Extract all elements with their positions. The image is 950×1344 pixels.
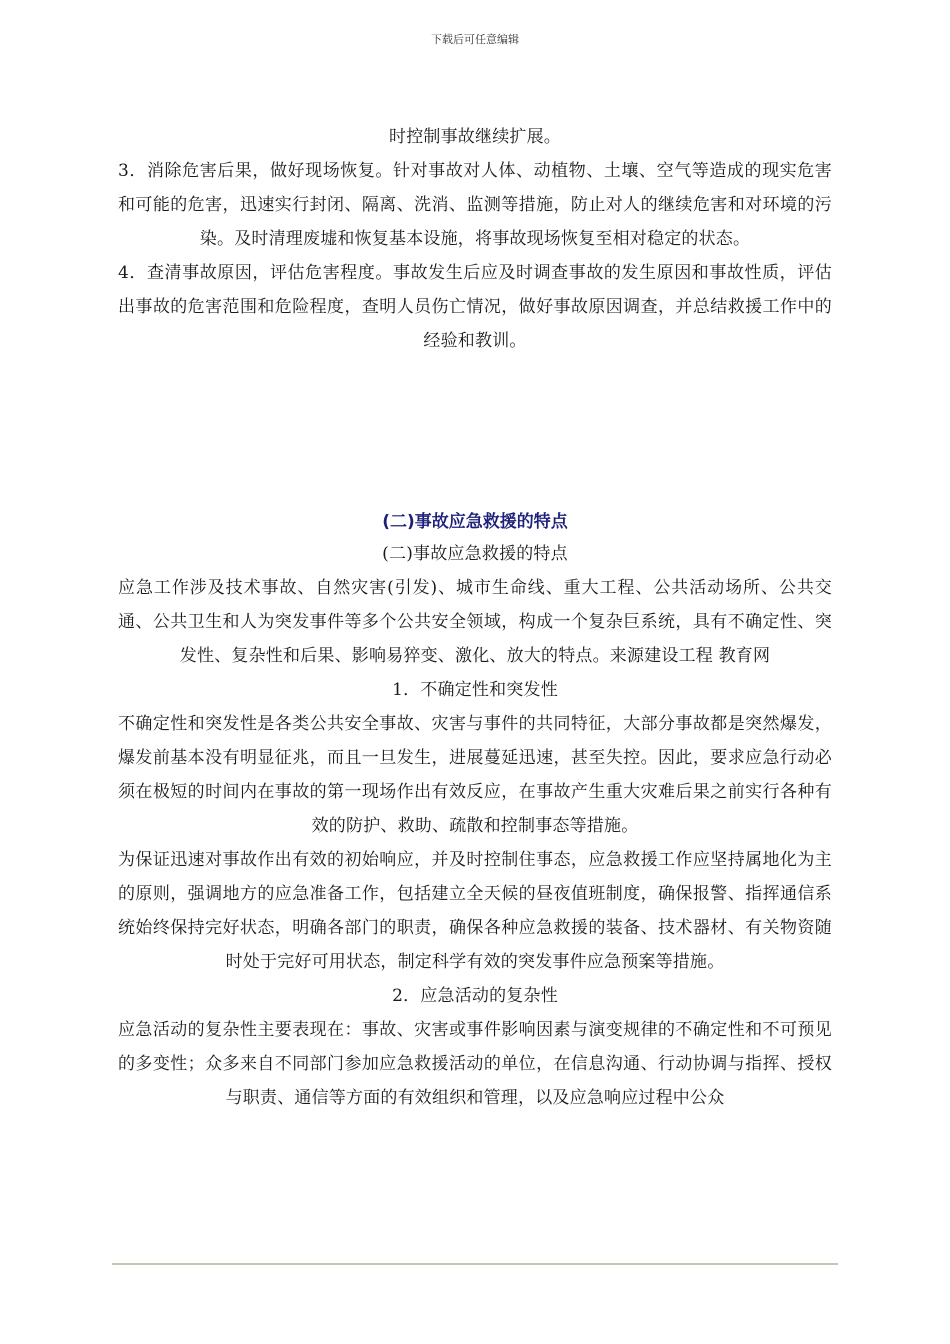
text-block-2 bbox=[118, 537, 832, 1115]
paragraph: 时控制事故继续扩展。 bbox=[389, 127, 561, 147]
paragraph: 2．应急活动的复杂性 bbox=[392, 986, 558, 1006]
footer-divider bbox=[112, 1263, 838, 1265]
paragraph: 不确定性和突发性是各类公共安全事故、灾害与事件的共同特征，大部分事故都是突然爆发，爆发前基本没有明显征兆，而且一旦发生，进展蔓延迅速，甚至失控。因此，要求应急行动必须在极短的时间内在事故的第一现场作出有效反应，在事故产生重大灾难后果之前实行各种有效的防护、救助、疏散和控制事态等措施。 bbox=[118, 714, 832, 836]
text-block-1 bbox=[118, 120, 832, 358]
paragraph: (二)事故应急救援的特点 bbox=[382, 544, 568, 564]
paragraph: 1．不确定性和突发性 bbox=[392, 680, 558, 700]
paragraph: 为保证迅速对事故作出有效的初始响应，并及时控制住事态，应急救援工作应坚持属地化为主的原则，强调地方的应急准备工作，包括建立全天候的昼夜值班制度，确保报警、指挥通信系统始终保持完好状态，明确各部门的职责，确保各种应急救援的装备、技术器材、有关物资随时处于完好可用状态，制定科学有效的突发事件应急预案等措施。 bbox=[118, 850, 832, 972]
paragraph: 应急工作涉及技术事故、自然灾害(引发)、城市生命线、重大工程、公共活动场所、公共交通、公共卫生和人为突发事件等多个公共安全领域，构成一个复杂巨系统，具有不确定性、突发性、复杂性和后果、影响易猝变、激化、放大的特点。来源建设工程 教育网 bbox=[118, 578, 832, 666]
page-header: 下载后可任意编辑 bbox=[431, 33, 519, 46]
paragraph: 应急活动的复杂性主要表现在：事故、灾害或事件影响因素与演变规律的不确定性和不可预见的多变性；众多来自不同部门参加应急救援活动的单位，在信息沟通、行动协调与指挥、授权与职责、通信等方面的有效组织和管理，以及应急响应过程中公众 bbox=[118, 1020, 832, 1108]
paragraph: 4．查清事故原因，评估危害程度。事故发生后应及时调查事故的发生原因和事故性质，评估出事故的危害范围和危险程度，查明人员伤亡情况，做好事故原因调查，并总结救援工作中的经验和教训。 bbox=[118, 263, 832, 351]
section-heading: (二)事故应急救援的特点 bbox=[382, 512, 568, 532]
paragraph: 3．消除危害后果，做好现场恢复。针对事故对人体、动植物、土壤、空气等造成的现实危害和可能的危害，迅速实行封闭、隔离、洗消、监测等措施，防止对人的继续危害和对环境的污染。及时清理废墟和恢复基本设施，将事故现场恢复至相对稳定的状态。 bbox=[118, 161, 832, 249]
